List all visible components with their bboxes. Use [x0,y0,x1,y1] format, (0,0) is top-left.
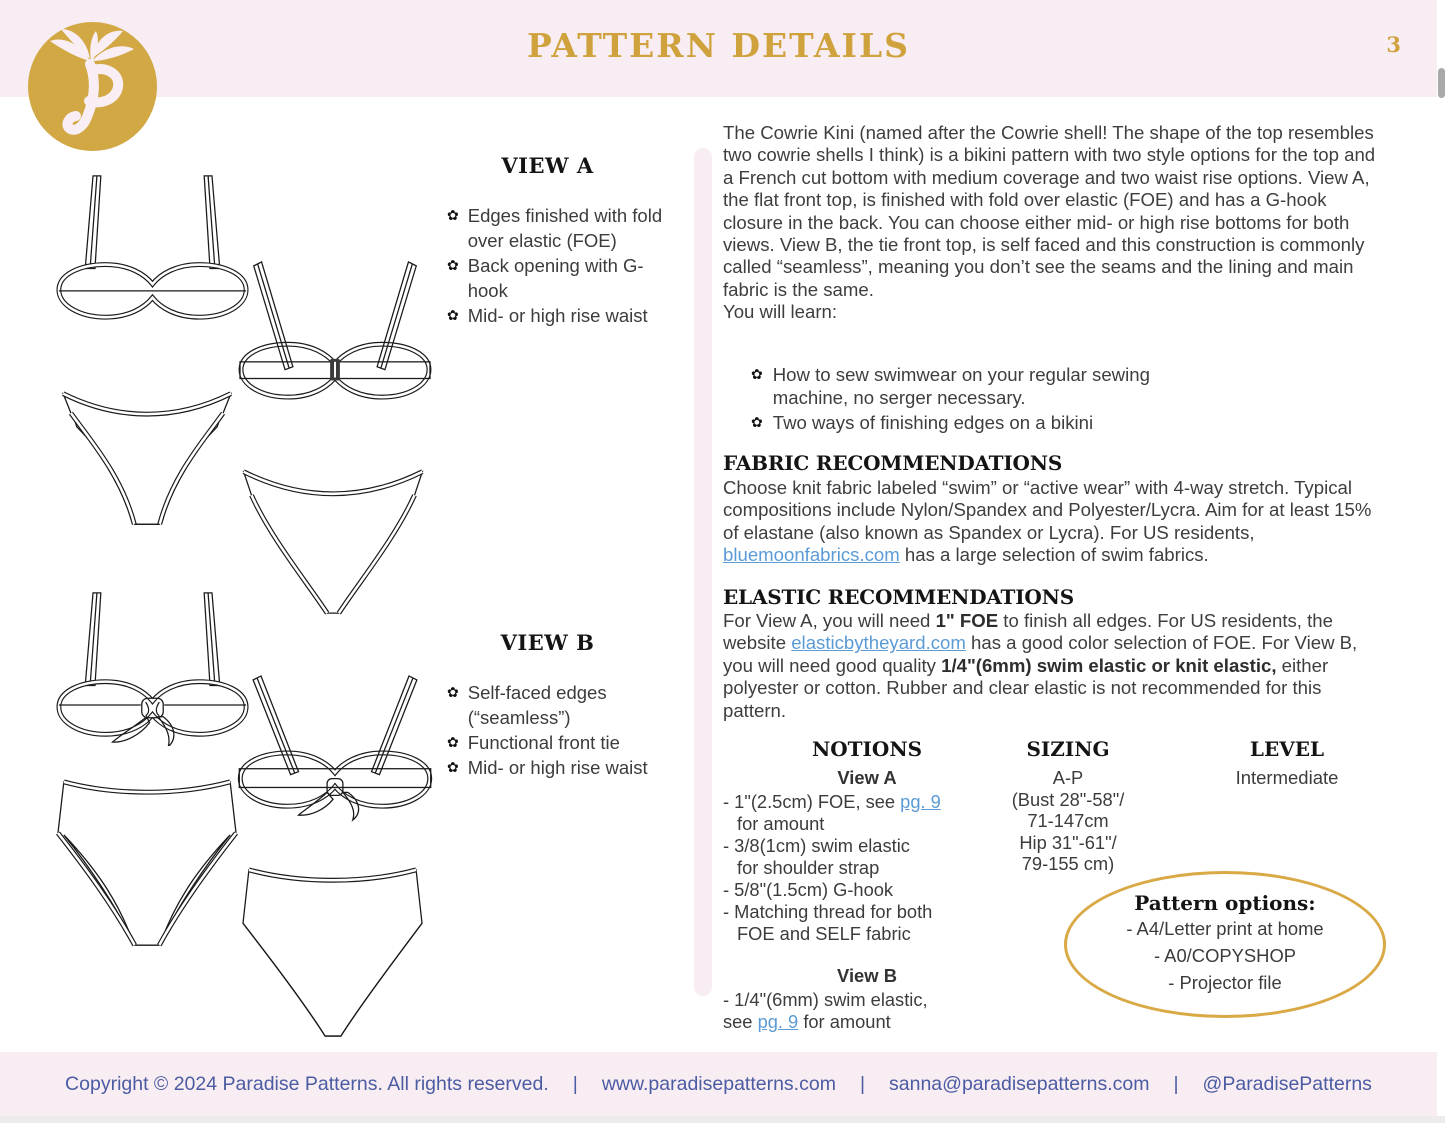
scrollbar-track[interactable] [1437,0,1445,1123]
view-a-top-front-drawing [55,172,250,322]
view-a-feature-list [447,203,697,328]
pattern-options-heading: Pattern options: [1134,891,1316,915]
footer-separator: | [572,1072,578,1095]
flower-bullet-icon: ✿ [751,366,763,382]
list-item: ✿ Back opening with G-hook [447,255,644,301]
view-b-label: View B [837,965,897,986]
elastic-recommendations-heading: ELASTIC RECOMMENDATIONS [723,585,1074,609]
flower-bullet-icon: ✿ [447,684,459,700]
flower-bullet-icon: ✿ [447,759,459,775]
pattern-option: - Projector file [1168,972,1282,993]
bluemoonfabrics-link[interactable]: bluemoonfabrics.com [723,544,900,566]
social-handle-link[interactable]: @ParadisePatterns [1202,1072,1372,1095]
level-heading: LEVEL [1249,737,1325,761]
footer-separator: | [1173,1072,1179,1095]
flower-bullet-icon: ✿ [447,734,459,750]
view-b-bottom-back-drawing [240,858,425,1041]
sizing-heading: SIZING [1026,737,1110,761]
view-a-bottom-back-drawing [238,456,428,618]
flower-bullet-icon: ✿ [447,207,459,223]
list-item: ✿ How to sew swimwear on your regular sewing machine, no serger necessary. [751,364,1150,408]
view-b-top-back-drawing [236,674,434,822]
view-b-heading: VIEW B [500,630,595,655]
sizing-column [992,737,1144,875]
page-number: 3 [1386,32,1401,57]
list-item: ✿ Edges finished with fold over elastic (FOE) [447,205,663,251]
you-will-learn-list [751,363,1201,436]
page-bottom-edge [0,1116,1445,1123]
view-a-heading: VIEW A [501,153,594,178]
intro-paragraph: The Cowrie Kini (named after the Cowrie shell! The shape of the top resembles two cowrie shells I think) is a bikini pattern with two style options for the top and a French cut bottom with medium coverage and two waist rise options. View A, the flat front top, is finished with fold over elastic (FOE) and has a G-hook closure in the back. You can choose either mid- or high rise bottoms for both views. View B, the tie front top, is self faced and this construction is commonly called “seamless”, meaning you don’t see the seams and the lining and main fabric is the same. You will learn: [723,122,1385,324]
view-b-feature-list [447,680,697,780]
website-link[interactable]: www.paradisepatterns.com [601,1072,836,1095]
view-a-label: View A [837,767,897,788]
level-value: Intermediate [1235,767,1339,788]
sizing-values: A-P (Bust 28"-58"/ 71-147cm Hip 31"-61"/ 79-155 cm) [1011,767,1125,874]
page-title: PATTERN DETAILS [527,26,910,65]
pg9-link[interactable]: pg. 9 [757,1011,799,1032]
fabric-recommendations-paragraph: Choose knit fabric labeled “swim” or “active wear” with 4-way stretch. Typical compositions include Nylon/Spandex and Polyester/Lycra. Aim for at least 15% of elastane (also known as Spandex or Lycra). For US residents, bluemoonfabrics.com has a large selection of swim fabrics. [723,477,1372,566]
notions-column [723,737,1011,1033]
flower-bullet-icon: ✿ [447,257,459,273]
pattern-option: - A4/Letter print at home [1126,918,1324,939]
footer-band [0,1052,1437,1116]
palm-tree-p-icon [26,20,159,153]
flower-bullet-icon: ✿ [751,414,763,430]
list-item: ✿ Mid- or high rise waist [447,305,648,326]
view-b-bottom-front-drawing [56,772,238,954]
paradise-patterns-logo [26,20,159,153]
pattern-options-callout [1064,871,1386,1018]
notions-view-b-list: - 1/4"(6mm) swim elastic, see pg. 9 for amount [723,989,928,1032]
copyright-text: Copyright © 2024 Paradise Patterns. All rights reserved. [65,1072,549,1095]
view-a-top-back-drawing [236,260,434,402]
list-item: ✿ Two ways of finishing edges on a bikini [751,412,1094,433]
elasticbytheyard-link[interactable]: elasticbytheyard.com [791,632,966,654]
footer-separator: | [859,1072,866,1095]
pg9-link[interactable]: pg. 9 [900,791,941,812]
email-link[interactable]: sanna@paradisepatterns.com [889,1072,1150,1095]
scrollbar-thumb[interactable] [1438,68,1445,98]
list-item: ✿ Functional front tie [447,732,620,753]
flower-bullet-icon: ✿ [447,307,459,323]
list-item: ✿ Mid- or high rise waist [447,757,648,778]
pattern-option: - A0/COPYSHOP [1153,945,1297,966]
you-will-learn-label: You will learn: [723,301,838,323]
notions-view-a-list: - 1"(2.5cm) FOE, see pg. 9 for amount - 3/8(1cm) swim elastic for shoulder strap - 5/8"(1.5cm) G-hook - Matching thread for both FOE and SELF fabric [723,791,941,944]
notions-heading: NOTIONS [811,737,923,761]
elastic-recommendations-paragraph: For View A, you will need 1" FOE to finish all edges. For US residents, the website elasticbytheyard.com has a good color selection of FOE. For View B, you will need good quality 1/4"(6mm) swim elastic or knit elastic, either polyester or cotton. Rubber and clear elastic is not recommended for this pattern. [723,610,1358,721]
fabric-recommendations-heading: FABRIC RECOMMENDATIONS [723,451,1063,475]
list-item: ✿ Self-faced edges (“seamless”) [447,682,607,728]
view-a-bottom-front-drawing [58,380,236,536]
level-column [1163,737,1411,789]
view-b-top-front-drawing [55,588,250,746]
